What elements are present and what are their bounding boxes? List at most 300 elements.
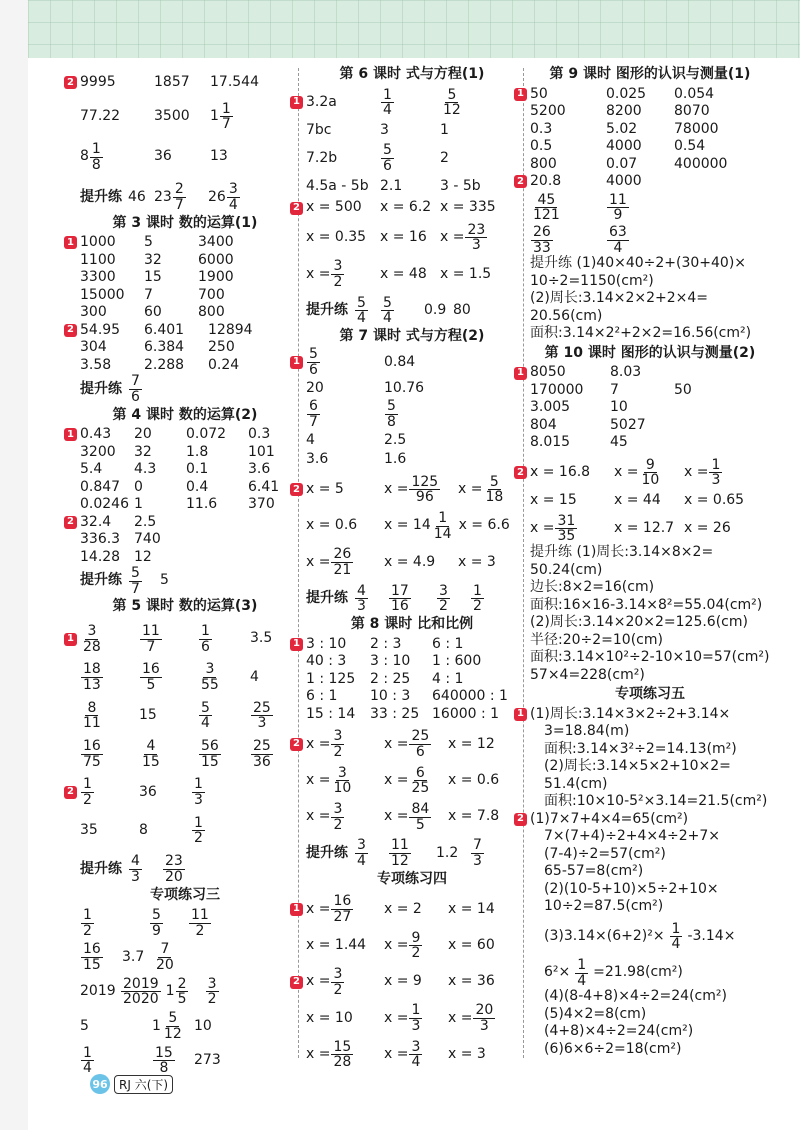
answer-row bbox=[67, 74, 290, 92]
question-number-badge: 1 bbox=[514, 367, 527, 380]
answer-value: 8.015 bbox=[530, 434, 571, 451]
answer-row bbox=[530, 988, 770, 1006]
whole-part: 26 bbox=[208, 188, 226, 205]
numerator: 7 bbox=[473, 837, 482, 854]
numerator: 25 bbox=[253, 738, 271, 754]
numerator: 1 bbox=[411, 1002, 421, 1019]
answer-text: (4)(8-4+8)×4÷2=24(cm²) bbox=[544, 988, 727, 1005]
answer-value bbox=[80, 942, 118, 972]
answer-value: 3200 bbox=[80, 443, 116, 460]
answer-value bbox=[154, 182, 204, 212]
numerator: 3 bbox=[87, 622, 97, 639]
denominator: 4 bbox=[383, 102, 392, 119]
fraction bbox=[471, 584, 484, 614]
denominator: 4 bbox=[228, 196, 238, 213]
answer-value: 8050 bbox=[530, 364, 566, 381]
fraction bbox=[153, 1046, 175, 1076]
answer-value bbox=[354, 296, 376, 326]
denominator: 28 bbox=[83, 638, 101, 655]
question-number-badge: 1 bbox=[290, 638, 303, 651]
fraction bbox=[121, 977, 161, 1007]
fraction bbox=[670, 922, 683, 952]
answer-value: 1100 bbox=[80, 251, 116, 268]
answer-value bbox=[458, 475, 508, 505]
denominator: 121 bbox=[533, 207, 560, 224]
fraction bbox=[192, 777, 205, 807]
numerator: 3 bbox=[228, 181, 238, 198]
answer-prefix: x = bbox=[384, 771, 409, 788]
answer-value bbox=[388, 838, 432, 868]
fraction bbox=[441, 88, 463, 118]
answer-value: 80 bbox=[453, 301, 471, 318]
answer-value: 10 bbox=[610, 399, 628, 416]
denominator: 96 bbox=[415, 489, 434, 506]
answer-row bbox=[530, 121, 770, 139]
numerator: 26 bbox=[533, 223, 551, 240]
denominator: 4 bbox=[383, 310, 392, 327]
answer-row bbox=[530, 741, 770, 759]
answer-value: 78000 bbox=[674, 120, 719, 137]
denominator: 3 bbox=[131, 868, 140, 885]
answer-text: (4+8)×4÷2=24(cm²) bbox=[544, 1023, 694, 1040]
fraction bbox=[154, 942, 176, 972]
answer-value: 0.24 bbox=[208, 356, 240, 373]
answer-row bbox=[80, 461, 290, 479]
practice-label: 提升练 bbox=[306, 844, 348, 861]
numerator: 5 bbox=[152, 907, 161, 923]
answer-row bbox=[530, 138, 770, 156]
answer-value bbox=[250, 739, 290, 769]
answer-value: 6.41 bbox=[248, 478, 280, 495]
answer-row bbox=[80, 252, 290, 270]
answer-value: 250 bbox=[208, 339, 235, 356]
fraction bbox=[355, 838, 368, 868]
numerator: 1 bbox=[671, 920, 681, 937]
answer-row bbox=[530, 597, 770, 615]
numerator: 3 bbox=[333, 258, 343, 275]
question-number-badge: 1 bbox=[64, 633, 77, 646]
answer-row bbox=[530, 290, 770, 308]
answer-value bbox=[384, 475, 454, 505]
answer-value: x = 44 bbox=[614, 492, 661, 509]
answer-value: 0.54 bbox=[674, 138, 706, 154]
answer-row bbox=[530, 579, 770, 597]
answer-value bbox=[128, 566, 156, 596]
answer-value: 20.8 bbox=[530, 173, 562, 189]
fraction bbox=[81, 662, 103, 692]
numerator: 5 bbox=[168, 1010, 178, 1027]
denominator: 2 bbox=[333, 981, 343, 998]
page-footer bbox=[90, 1074, 173, 1094]
answer-row bbox=[530, 544, 770, 562]
denominator: 21 bbox=[333, 562, 352, 579]
answer-text: (2)周长:3.14×2×2+2×4= bbox=[530, 290, 709, 307]
answer-value bbox=[80, 142, 150, 172]
answer-text: 57×4=228(cm²) bbox=[530, 666, 645, 683]
answer-value: x = 0.35 bbox=[306, 229, 367, 246]
answer-value: 33 : 25 bbox=[370, 705, 420, 722]
answer-row bbox=[530, 273, 770, 291]
question-number-badge: 2 bbox=[290, 483, 303, 496]
answer-row bbox=[530, 156, 770, 174]
answer-value: 36 bbox=[154, 148, 172, 165]
denominator: 15 bbox=[83, 957, 101, 974]
fraction bbox=[709, 458, 722, 488]
answer-value: 1.6 bbox=[384, 451, 407, 468]
answer-value bbox=[139, 624, 194, 654]
answer-value: x = 0.6 bbox=[306, 517, 358, 534]
denominator: 55 bbox=[201, 676, 219, 693]
denominator: 3 bbox=[257, 715, 267, 732]
answer-row bbox=[530, 958, 770, 988]
denominator: 3 bbox=[194, 792, 203, 809]
answer-row bbox=[530, 846, 770, 864]
numerator: 5 bbox=[383, 142, 392, 159]
answer-value: x = 335 bbox=[440, 199, 496, 216]
answer-row bbox=[306, 671, 518, 689]
answer-column-3 bbox=[517, 64, 770, 1058]
fraction bbox=[307, 347, 320, 377]
answer-value: 13 bbox=[210, 148, 228, 165]
answer-value: 4 bbox=[306, 431, 315, 448]
answer-value bbox=[80, 624, 135, 654]
fraction bbox=[355, 296, 368, 326]
answer-value bbox=[128, 374, 168, 404]
denominator: 20 bbox=[165, 868, 183, 885]
answer-value bbox=[153, 942, 193, 972]
denominator: 2 bbox=[207, 991, 217, 1008]
answer-value bbox=[306, 894, 380, 924]
answer-value: x = 3 bbox=[458, 553, 496, 570]
practice-label: 提升练 bbox=[80, 380, 122, 397]
answer-value bbox=[380, 88, 436, 118]
denominator: 25 bbox=[411, 780, 430, 797]
numerator: 17 bbox=[391, 582, 409, 599]
answer-value: 5 bbox=[80, 1017, 89, 1034]
section-heading: 第 6 课时 式与方程(1) bbox=[339, 66, 485, 82]
numerator: 1 bbox=[711, 456, 721, 473]
answer-row bbox=[293, 728, 518, 760]
fraction bbox=[129, 566, 142, 596]
answer-row bbox=[80, 908, 290, 938]
answer-text: (1)7×7+4×4=65(cm²) bbox=[530, 810, 689, 827]
answer-value bbox=[198, 662, 246, 692]
answer-text: 面积:3.14×2²+2×2=16.56(cm²) bbox=[530, 325, 752, 342]
answer-text: 面积:3.14×3²÷2=14.13(m²) bbox=[544, 740, 737, 757]
answer-row bbox=[306, 511, 518, 541]
fraction bbox=[607, 193, 629, 223]
answer-row bbox=[306, 122, 518, 140]
answer-value: 2 bbox=[440, 149, 449, 166]
fraction bbox=[355, 584, 368, 614]
answer-row bbox=[80, 357, 290, 375]
numerator: 3 bbox=[333, 965, 343, 982]
denominator: 2 bbox=[333, 743, 343, 760]
denominator: 5 bbox=[177, 991, 187, 1008]
answer-value: 7bc bbox=[306, 121, 332, 138]
answer-value bbox=[380, 143, 436, 173]
answer-text: 面积:10×10-5²×3.14=21.5(cm²) bbox=[544, 793, 768, 809]
denominator: 8 bbox=[159, 1060, 169, 1077]
section-heading: 第 10 课时 图形的认识与测量(2) bbox=[544, 344, 756, 361]
answer-text: (7-4)÷2=57(cm²) bbox=[544, 845, 666, 862]
denominator: 3 bbox=[357, 598, 366, 615]
numerator: 16 bbox=[333, 893, 352, 910]
answer-row bbox=[306, 432, 518, 450]
answer-value: 60 bbox=[144, 304, 162, 321]
denominator: 8 bbox=[91, 156, 101, 173]
denominator: 6 bbox=[201, 638, 210, 655]
question-number-badge: 1 bbox=[64, 428, 77, 441]
answer-value: 2 : 3 bbox=[370, 635, 402, 652]
denominator: 6 bbox=[415, 743, 425, 760]
answer-value bbox=[210, 102, 280, 132]
answer-value: 1857 bbox=[154, 74, 190, 90]
denominator: 4 bbox=[577, 972, 587, 989]
answer-value: 40 : 3 bbox=[306, 653, 347, 670]
answer-row bbox=[67, 513, 290, 532]
answer-text: (2)周长:3.14×5×2+10×2= bbox=[544, 758, 731, 774]
answer-value: 7 bbox=[610, 381, 619, 398]
denominator: 2 bbox=[83, 792, 92, 809]
denominator: 4 bbox=[411, 1054, 421, 1071]
answer-value bbox=[80, 662, 135, 692]
denominator: 7 bbox=[309, 413, 318, 430]
answer-row bbox=[80, 444, 290, 462]
answer-value: 3500 bbox=[154, 107, 190, 124]
numerator: 5 bbox=[383, 294, 392, 311]
answer-value: 32 bbox=[134, 443, 152, 460]
answer-value bbox=[120, 977, 162, 1007]
practice-label: 提升练 bbox=[80, 860, 122, 877]
answer-row bbox=[306, 451, 518, 469]
denominator: 33 bbox=[533, 239, 551, 256]
answer-row bbox=[306, 838, 518, 868]
answer-row bbox=[530, 632, 770, 650]
answer-value bbox=[440, 88, 490, 118]
answer-row bbox=[530, 514, 770, 544]
answer-value: 20 bbox=[306, 379, 324, 396]
denominator: 35 bbox=[557, 528, 576, 545]
answer-value bbox=[80, 1046, 148, 1076]
numerator: 3 bbox=[337, 764, 347, 781]
fraction bbox=[432, 511, 454, 541]
answer-prefix: x = bbox=[384, 1046, 409, 1063]
answer-row bbox=[80, 701, 290, 731]
answer-value: 1.8 bbox=[186, 443, 209, 460]
numerator: 7 bbox=[160, 941, 170, 958]
answer-row bbox=[306, 1040, 518, 1070]
answer-prefix: x = bbox=[384, 1009, 409, 1026]
answer-prefix: x = bbox=[384, 481, 409, 498]
answer-value: 400000 bbox=[674, 155, 728, 172]
answer-text: 20.56(cm) bbox=[530, 307, 603, 324]
answer-value: 9995 bbox=[80, 74, 116, 90]
numerator: 11 bbox=[391, 837, 409, 854]
fraction bbox=[140, 662, 162, 692]
answer-row bbox=[530, 649, 770, 667]
numerator: 3 bbox=[205, 661, 215, 678]
answer-value: 36 bbox=[139, 783, 157, 800]
numerator: 5 bbox=[387, 398, 396, 415]
denominator: 13 bbox=[83, 676, 101, 693]
answer-row bbox=[80, 269, 290, 287]
answer-value: x = 3 bbox=[448, 1046, 486, 1063]
numerator: 1 bbox=[83, 776, 92, 793]
numerator: 84 bbox=[411, 800, 430, 817]
answer-value: 3.5 bbox=[250, 630, 273, 647]
denominator: 7 bbox=[131, 580, 140, 597]
answer-value: 54.95 bbox=[80, 321, 121, 338]
answer-value: 11.6 bbox=[186, 496, 218, 512]
answer-row bbox=[530, 863, 770, 881]
numerator: 23 bbox=[467, 221, 486, 238]
numerator: 1 bbox=[194, 814, 203, 831]
numerator: 1 bbox=[83, 1044, 92, 1061]
answer-value: 0.9 bbox=[424, 301, 447, 318]
numerator: 125 bbox=[411, 473, 439, 490]
fraction bbox=[81, 701, 103, 731]
numerator: 3 bbox=[333, 800, 343, 817]
numerator: 1 bbox=[221, 100, 231, 117]
answer-value bbox=[162, 854, 202, 884]
numerator: 2 bbox=[177, 975, 187, 992]
answer-row bbox=[530, 308, 770, 326]
numerator: 4 bbox=[146, 738, 156, 754]
denominator: 18 bbox=[485, 489, 504, 506]
denominator: 15 bbox=[201, 753, 219, 770]
fraction bbox=[465, 223, 487, 253]
answer-value: 1000 bbox=[80, 234, 116, 251]
answer-value: 800 bbox=[198, 304, 225, 321]
answer-row bbox=[80, 531, 290, 549]
answer-row bbox=[530, 881, 770, 899]
fraction bbox=[81, 739, 103, 769]
answer-value bbox=[80, 701, 135, 731]
question-number-badge: 1 bbox=[290, 903, 303, 916]
answer-row bbox=[530, 193, 770, 223]
fraction bbox=[81, 942, 103, 972]
numerator: 6 bbox=[309, 398, 318, 415]
answer-row bbox=[530, 667, 770, 685]
numerator: 3 bbox=[411, 1038, 421, 1055]
whole-part: 8 bbox=[80, 148, 89, 165]
answer-value: 4000 bbox=[606, 173, 642, 189]
answer-row bbox=[530, 723, 770, 741]
answer-value: 3.2a bbox=[306, 93, 337, 110]
numerator: 11 bbox=[191, 907, 209, 923]
answer-row bbox=[530, 399, 770, 417]
answer-value bbox=[152, 1046, 190, 1076]
fraction bbox=[140, 624, 162, 654]
answer-row bbox=[80, 662, 290, 692]
answer-value: 4 : 1 bbox=[432, 670, 464, 687]
numerator: 1 bbox=[577, 956, 587, 973]
denominator: 20 bbox=[156, 957, 174, 974]
answer-value bbox=[606, 193, 670, 223]
question-number-badge: 2 bbox=[290, 738, 303, 751]
answer-value: 0.025 bbox=[606, 85, 647, 102]
fraction bbox=[150, 908, 163, 938]
grid-header-band bbox=[28, 0, 800, 58]
practice-label: 提升练 bbox=[306, 301, 348, 318]
column-divider bbox=[523, 68, 524, 1058]
answer-value: 804 bbox=[530, 416, 557, 433]
answer-value: 700 bbox=[198, 286, 225, 303]
denominator: 15 bbox=[142, 753, 160, 770]
answer-value: 2.5 bbox=[134, 513, 157, 530]
answer-value: 12894 bbox=[208, 321, 253, 338]
answer-value: 170000 bbox=[530, 381, 584, 398]
answer-value bbox=[388, 584, 432, 614]
answer-value: 6²× bbox=[544, 964, 571, 981]
answer-row bbox=[306, 143, 518, 173]
answer-row bbox=[530, 492, 770, 510]
answer-column-1 bbox=[67, 64, 290, 1077]
answer-value: 8200 bbox=[606, 103, 642, 119]
fraction bbox=[81, 1046, 94, 1076]
answer-value: 3300 bbox=[80, 269, 116, 286]
answer-value bbox=[606, 225, 670, 255]
answer-value bbox=[306, 547, 380, 577]
answer-row bbox=[80, 304, 290, 322]
answer-value: 0.0246 bbox=[80, 496, 129, 512]
answer-value: 8 bbox=[139, 822, 148, 839]
answer-value bbox=[80, 908, 145, 938]
fraction bbox=[331, 729, 344, 759]
fraction bbox=[163, 854, 185, 884]
answer-row bbox=[530, 1023, 770, 1041]
fraction bbox=[389, 838, 411, 868]
answer-value bbox=[306, 399, 380, 429]
answer-value: x = 16.8 bbox=[530, 464, 591, 481]
answer-text: 3=18.84(m) bbox=[544, 723, 630, 739]
answer-value: x = 60 bbox=[448, 936, 495, 953]
numerator: 3 bbox=[439, 582, 448, 599]
answer-value bbox=[306, 802, 380, 832]
answer-value bbox=[448, 1003, 498, 1033]
answer-value: 20 bbox=[134, 426, 152, 442]
question-number-badge: 1 bbox=[64, 236, 77, 249]
answer-value: 370 bbox=[248, 496, 275, 512]
numerator: 3 bbox=[207, 975, 217, 992]
section-heading: 第 7 课时 式与方程(2) bbox=[339, 327, 485, 344]
answer-row bbox=[306, 653, 518, 671]
answer-value: 3.58 bbox=[80, 356, 112, 373]
denominator: 2 bbox=[333, 816, 343, 833]
answer-value: x = 1.5 bbox=[440, 265, 492, 282]
answer-row bbox=[306, 296, 518, 326]
numerator: 1 bbox=[83, 907, 92, 923]
section-heading: 第 5 课时 数的运算(3) bbox=[112, 598, 258, 615]
answer-value: 6.401 bbox=[144, 321, 185, 338]
question-number-badge: 1 bbox=[514, 88, 527, 101]
answer-prefix: x = bbox=[384, 808, 409, 825]
answer-value: 0.5 bbox=[530, 138, 553, 154]
numerator: 5 bbox=[489, 473, 499, 490]
answer-value bbox=[208, 182, 268, 212]
answer-value bbox=[128, 854, 158, 884]
answer-row bbox=[80, 977, 290, 1007]
answer-value: 2.288 bbox=[144, 356, 185, 373]
answer-prefix: x = bbox=[684, 464, 709, 481]
answer-row bbox=[293, 965, 518, 998]
answer-value bbox=[191, 816, 239, 846]
answer-value: 4.3 bbox=[134, 461, 157, 477]
denominator: 9 bbox=[152, 922, 161, 939]
answer-text: 50.24(cm) bbox=[530, 561, 603, 578]
numerator: 16 bbox=[142, 661, 160, 678]
